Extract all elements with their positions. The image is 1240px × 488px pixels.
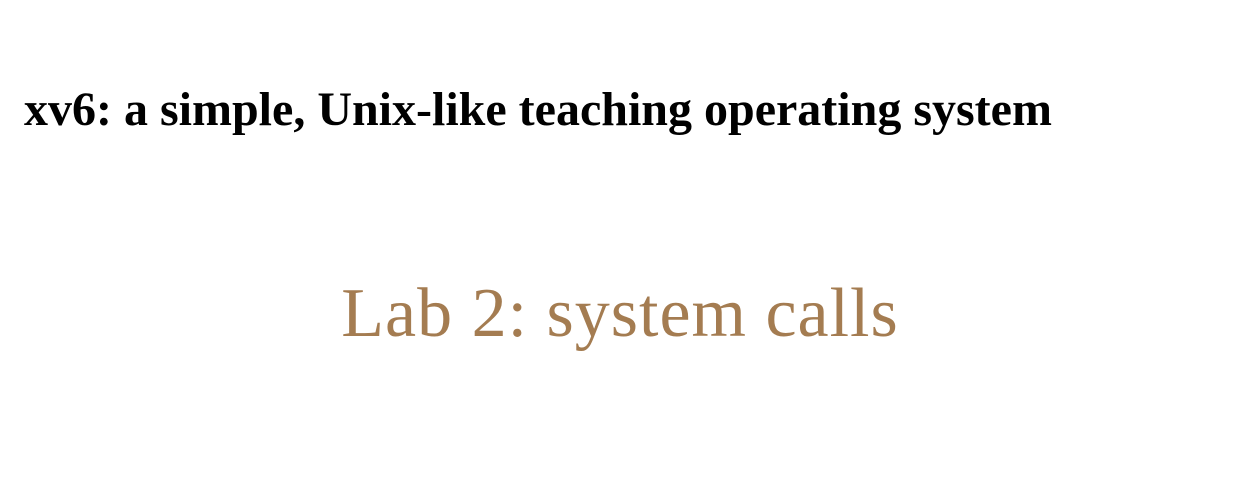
book-title: xv6: a simple, Unix-like teaching operating system — [24, 83, 1052, 136]
lab-title: Lab 2: system calls — [341, 275, 899, 352]
